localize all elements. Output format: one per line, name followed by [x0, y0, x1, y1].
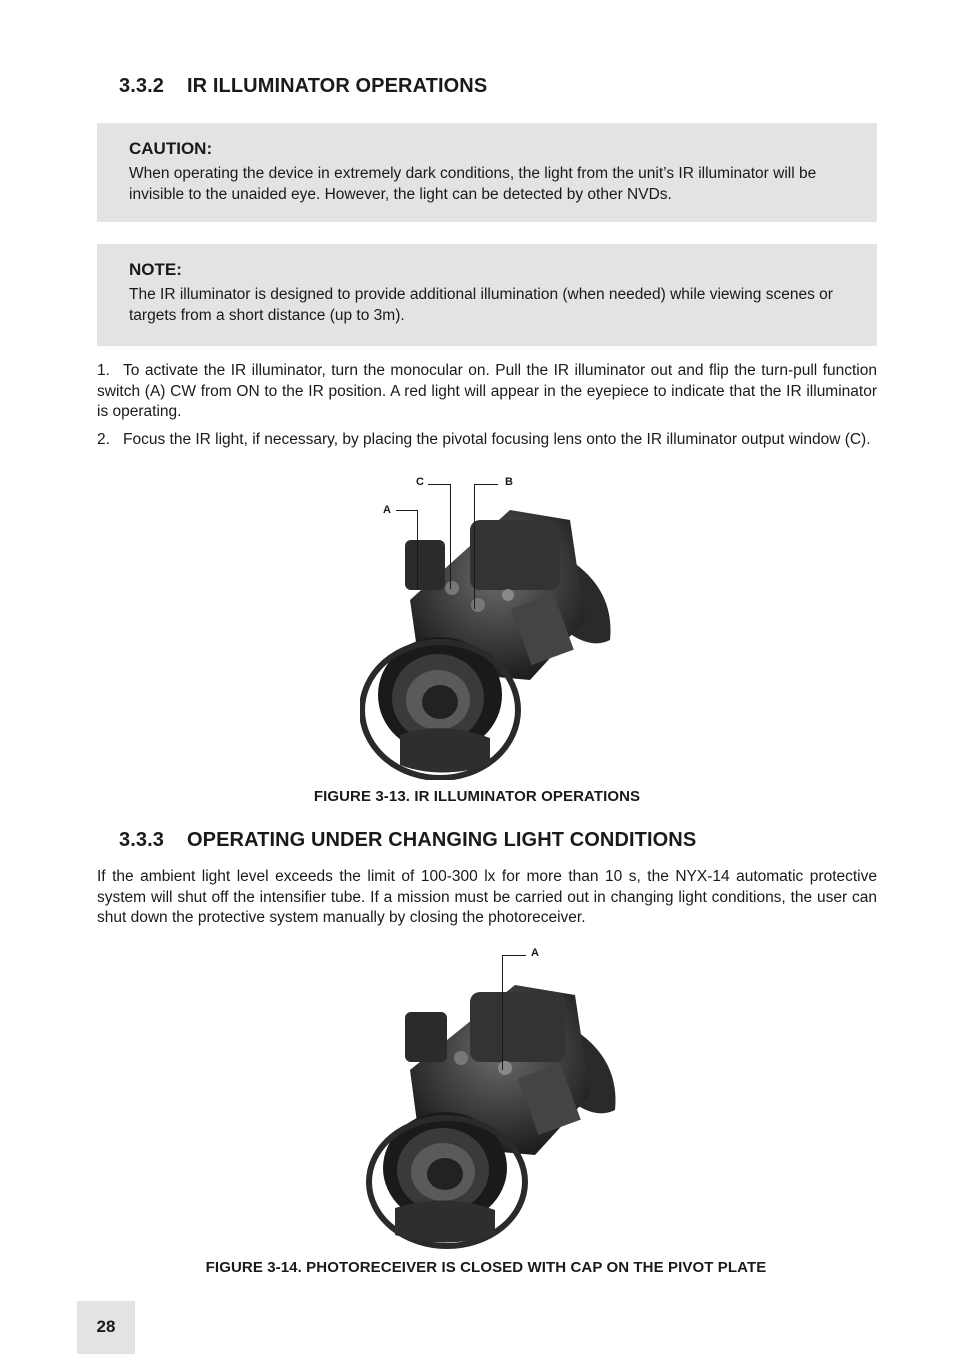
caution-text: When operating the device in extremely dark conditions, the light from the unit’s IR illuminator will be invisible to the unaided eye. However, the light can be detected by other NVDs.	[129, 165, 817, 203]
leader-line-b	[474, 484, 498, 485]
step-text: To activate the IR illuminator, turn the monocular on. Pull the IR illuminator out and flip the turn-pull function switch (A) CW from ON to the IR position. A red light will appear in the eyepiece to indicate that the IR illuminator is operating.	[97, 362, 877, 420]
monocular-illustration	[365, 970, 625, 1250]
figure-3-13-caption: FIGURE 3-13. IR ILLUMINATOR OPERATIONS	[313, 788, 641, 805]
step-1	[97, 361, 877, 423]
step-number: 1.	[97, 362, 110, 379]
section-title: IR ILLUMINATOR OPERATIONS	[187, 75, 488, 97]
leader-line-a	[502, 955, 503, 1070]
leader-line-c	[428, 484, 450, 485]
section-heading-3-3-3	[119, 829, 696, 852]
figure-3-14	[365, 970, 625, 1250]
callout-a: A	[383, 504, 391, 516]
leader-line-b	[474, 484, 475, 609]
paragraph-3-3-3: If the ambient light level exceeds the limit of 100-300 lx for more than 10 s, the NYX-14 automatic protective system will shut off the intensifier tube. If a mission must be carried out in changing light conditions, the user can shut down the protective system manually by closing the photoreceiver.	[97, 868, 877, 926]
leader-line-c	[450, 484, 451, 589]
leader-line-a	[502, 955, 526, 956]
note-text: The IR illuminator is designed to provide additional illumination (when needed) while viewing scenes or targets from a short distance (up to 3m).	[129, 286, 833, 324]
caution-box	[97, 123, 877, 222]
step-number: 2.	[97, 431, 110, 448]
note-box	[97, 244, 877, 346]
section-heading-3-3-2	[119, 75, 487, 98]
section-number: 3.3.3	[119, 829, 164, 851]
step-text: Focus the IR light, if necessary, by placing the pivotal focusing lens onto the IR illuminator output window (C).	[123, 431, 871, 448]
figure-3-14-caption: FIGURE 3-14. PHOTORECEIVER IS CLOSED WITH CAP ON THE PIVOT PLATE	[205, 1259, 767, 1276]
step-2	[97, 430, 877, 451]
note-title: NOTE:	[129, 260, 182, 279]
callout-c: C	[416, 476, 424, 488]
section-title: OPERATING UNDER CHANGING LIGHT CONDITIONS	[187, 829, 697, 851]
callout-a: A	[531, 947, 539, 959]
section-number: 3.3.2	[119, 75, 164, 97]
monocular-illustration	[360, 480, 620, 780]
page-number: 28	[96, 1317, 116, 1336]
leader-line-a	[396, 510, 418, 511]
figure-3-13	[360, 480, 620, 780]
callout-b: B	[505, 476, 513, 488]
leader-line-a	[417, 510, 418, 590]
caution-title: CAUTION:	[129, 139, 213, 158]
